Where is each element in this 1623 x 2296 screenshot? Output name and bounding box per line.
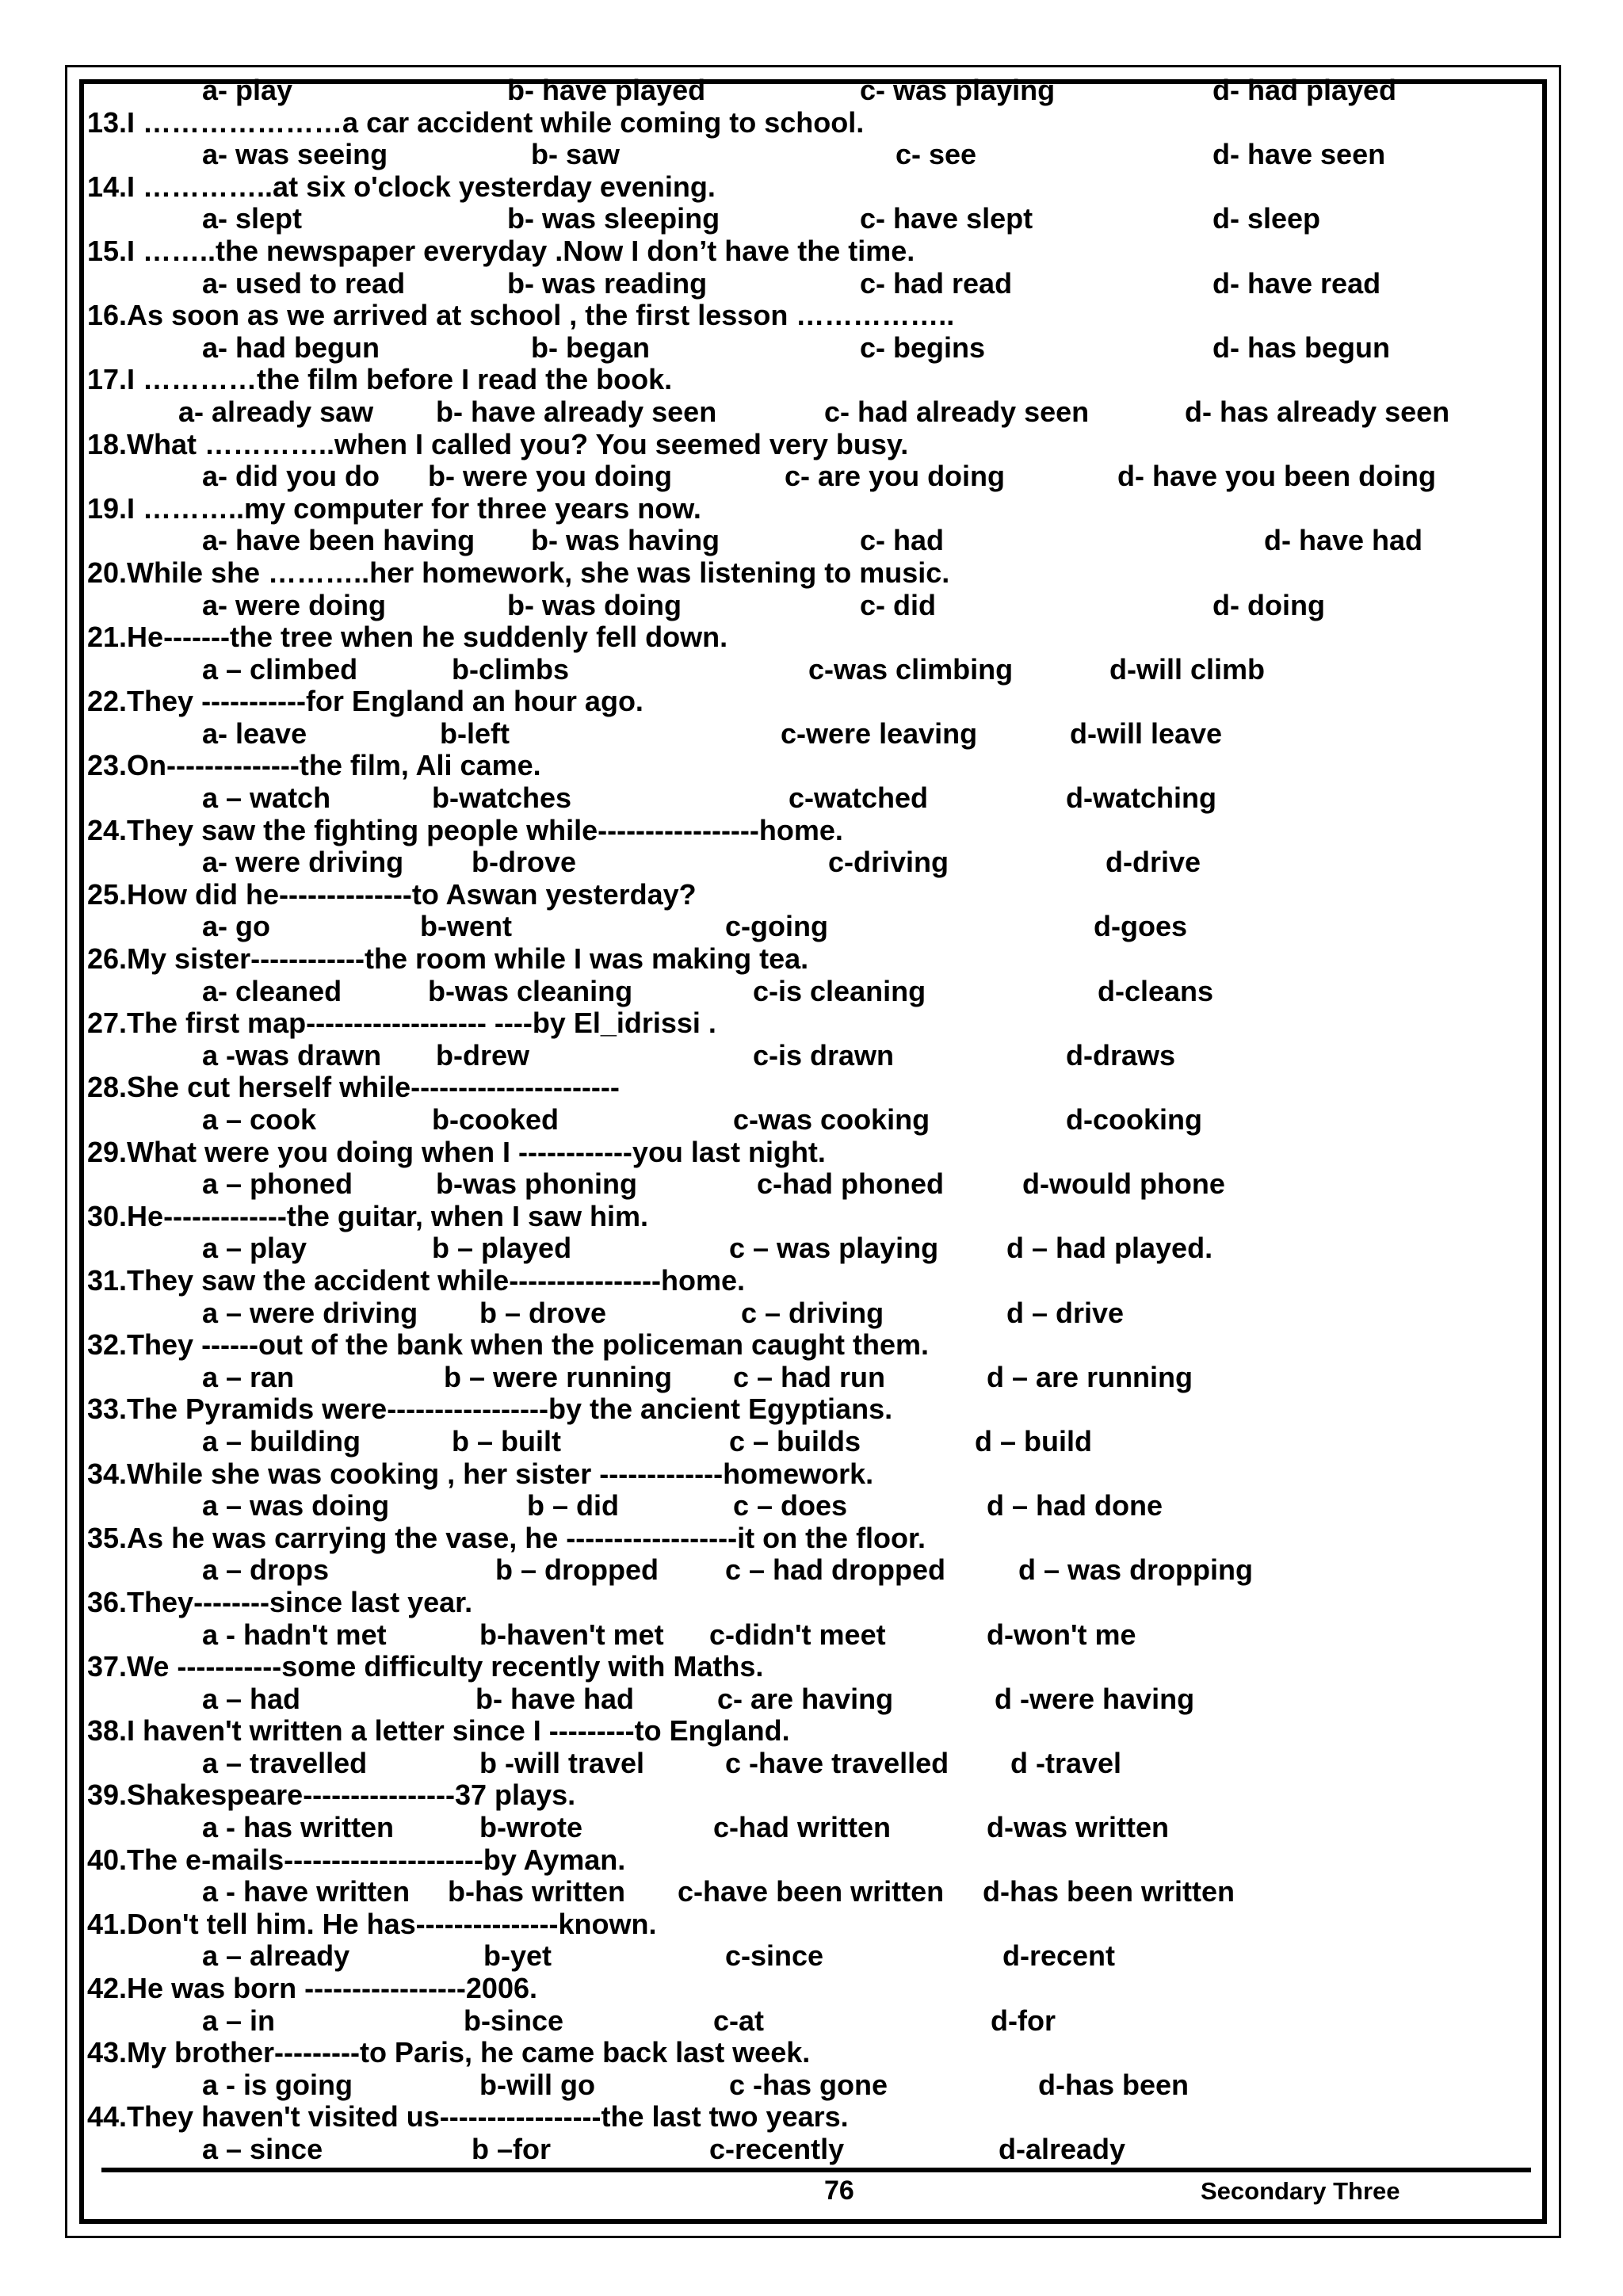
- answer-option: c-is drawn: [753, 1038, 895, 1072]
- answer-option: d-already: [999, 2133, 1126, 2165]
- answer-options: [87, 1490, 1537, 1522]
- answer-option: b-yet: [483, 1939, 552, 1973]
- answer-options: [87, 976, 1537, 1008]
- answer-option: a- used to read: [202, 266, 406, 300]
- answer-options: [87, 782, 1537, 815]
- answer-options: [87, 2005, 1537, 2038]
- answer-option: d-watching: [1066, 781, 1216, 815]
- answer-options: [87, 1812, 1537, 1844]
- answer-option: c-were leaving: [781, 716, 978, 750]
- question-text: 43.My brother---------to Paris, he came back last week.: [87, 2036, 811, 2069]
- answer-option: d-has been: [1038, 2068, 1190, 2101]
- answer-options: [87, 1748, 1537, 1780]
- question-text: 23.On--------------the film, Ali came.: [87, 749, 541, 782]
- answer-option: a -was drawn: [202, 1038, 382, 1072]
- answer-option: d- have read: [1212, 266, 1381, 300]
- answer-option: a – building: [202, 1424, 361, 1457]
- answer-option: a- slept: [202, 202, 303, 235]
- answer-option: a – since: [202, 2133, 323, 2165]
- answer-options: [87, 1554, 1537, 1587]
- answer-option: d- sleep: [1212, 202, 1321, 235]
- answer-option: c-is cleaning: [753, 974, 926, 1007]
- answer-option: a- play: [202, 74, 293, 106]
- answer-option: b- was doing: [507, 588, 682, 621]
- answer-option: d- have had: [1264, 524, 1423, 557]
- answer-option: d-draws: [1066, 1038, 1176, 1072]
- answer-option: c – driving: [741, 1296, 884, 1329]
- answer-option: c – does: [733, 1489, 848, 1522]
- answer-option: a – was doing: [202, 1489, 390, 1522]
- question-text: 32.They ------out of the bank when the policeman caught them.: [87, 1328, 930, 1362]
- answer-option: b-haven't met: [479, 1618, 664, 1651]
- answer-option: d-has been written: [983, 1875, 1235, 1908]
- answer-options: [87, 1104, 1537, 1137]
- answer-option: c- was playing: [860, 74, 1056, 106]
- answer-option: c-going: [725, 910, 828, 943]
- answer-option: c- are having: [717, 1682, 894, 1715]
- answer-option: d- have you been doing: [1117, 460, 1437, 493]
- question-text: 20.While she ………..her homework, she was listening to music.: [87, 556, 950, 589]
- question-text: 40.The e-mails---------------------by Ayman.: [87, 1843, 626, 1876]
- answer-option: c-was cooking: [733, 1103, 930, 1136]
- answer-option: b – built: [452, 1424, 561, 1457]
- answer-option: d-won't me: [987, 1618, 1136, 1651]
- answer-option: a – cook: [202, 1103, 317, 1136]
- answer-option: a – in: [202, 2004, 276, 2037]
- question-text: 31.They saw the accident while----------------home.: [87, 1263, 746, 1297]
- answer-option: c – had run: [733, 1360, 886, 1393]
- answer-option: b-will go: [479, 2068, 595, 2101]
- answer-options: [87, 1297, 1537, 1330]
- answer-option: a- leave: [202, 716, 307, 750]
- answer-options: [87, 1683, 1537, 1716]
- answer-options: [87, 1619, 1537, 1652]
- question-text: 13.I …………………a car accident while coming to school.: [87, 105, 865, 139]
- answer-option: b- was having: [531, 524, 720, 557]
- answer-options: [87, 1426, 1537, 1458]
- answer-options: [87, 2134, 1537, 2166]
- answer-option: d- has begun: [1212, 330, 1390, 364]
- answer-options: [87, 525, 1537, 557]
- answer-option: a- already saw: [178, 395, 374, 428]
- answer-option: b-wrote: [479, 1811, 582, 1844]
- answer-options: [87, 1362, 1537, 1394]
- question-text: 33.The Pyramids were-----------------by the ancient Egyptians.: [87, 1392, 893, 1426]
- answer-option: a- was seeing: [202, 138, 388, 171]
- answer-option: b-drove: [472, 846, 577, 879]
- question-text: 18.What …………..when I called you? You seemed very busy.: [87, 427, 909, 460]
- answer-option: d-will climb: [1109, 652, 1266, 686]
- answer-option: b- were you doing: [428, 460, 673, 493]
- answer-option: b-cooked: [432, 1103, 559, 1136]
- question-text: 30.He-------------the guitar, when I saw him.: [87, 1199, 648, 1232]
- question-text: 42.He was born -----------------2006.: [87, 1972, 537, 2005]
- answer-option: d-goes: [1094, 910, 1188, 943]
- answer-option: b-has written: [448, 1875, 626, 1908]
- answer-option: c- are you doing: [785, 460, 1006, 493]
- question-text: 15.I ……..the newspaper everyday .Now I don’t have the time.: [87, 234, 915, 267]
- answer-option: d- doing: [1212, 588, 1325, 621]
- answer-option: c -has gone: [729, 2068, 888, 2101]
- answer-option: b-drew: [436, 1038, 530, 1072]
- answer-option: a - have written: [202, 1875, 411, 1908]
- answer-option: d-drive: [1106, 846, 1201, 879]
- question-text: 14.I …………..at six o'clock yesterday evening.: [87, 170, 716, 203]
- answer-option: a – climbed: [202, 652, 358, 686]
- answer-option: c -have travelled: [725, 1746, 949, 1779]
- answer-option: d- has already seen: [1185, 395, 1450, 428]
- question-text: 16.As soon as we arrived at school , the first lesson ……………..: [87, 299, 955, 332]
- answer-option: b – dropped: [495, 1553, 659, 1587]
- grade-label: Secondary Three: [1201, 2177, 1400, 2205]
- answer-option: b- have already seen: [436, 395, 717, 428]
- answer-option: c-had written: [713, 1811, 892, 1844]
- question-text: 36.They--------since last year.: [87, 1585, 473, 1618]
- answer-option: d- had played: [1212, 74, 1397, 106]
- answer-option: c-didn't meet: [709, 1618, 886, 1651]
- answer-option: b –for: [472, 2133, 552, 2165]
- answer-option: c-at: [713, 2004, 765, 2037]
- answer-option: b – drove: [479, 1296, 607, 1329]
- answer-option: a- had begun: [202, 330, 380, 364]
- answer-options: [87, 396, 1537, 429]
- exercise-list: [87, 74, 1537, 2166]
- answer-option: b-since: [464, 2004, 564, 2037]
- question-text: 37.We -----------some difficulty recently with Maths.: [87, 1650, 764, 1683]
- question-text: 24.They saw the fighting people while-----------------home.: [87, 813, 843, 846]
- answer-option: b-was cleaning: [428, 974, 633, 1007]
- answer-option: a – drops: [202, 1553, 330, 1587]
- answer-options: [87, 654, 1537, 686]
- answer-option: b- have had: [475, 1682, 635, 1715]
- answer-option: c-recently: [709, 2133, 845, 2165]
- answer-option: a – travelled: [202, 1746, 368, 1779]
- answer-option: a- go: [202, 910, 270, 943]
- answer-option: c-watched: [789, 781, 929, 815]
- question-text: 39.Shakespeare----------------37 plays.: [87, 1778, 576, 1812]
- answer-options: [87, 846, 1537, 879]
- answer-option: b -will travel: [479, 1746, 645, 1779]
- answer-option: c- see: [896, 138, 977, 171]
- answer-option: a - has written: [202, 1811, 395, 1844]
- answer-option: c-since: [725, 1939, 824, 1973]
- answer-option: d-cooking: [1066, 1103, 1202, 1136]
- answer-option: d – build: [975, 1424, 1092, 1457]
- answer-option: d-will leave: [1070, 716, 1223, 750]
- question-text: 19.I ………..my computer for three years now.: [87, 491, 701, 525]
- answer-option: a – phoned: [202, 1167, 353, 1201]
- answer-option: a – had: [202, 1682, 301, 1715]
- question-text: 44.They haven't visited us-----------------the last two years.: [87, 2100, 849, 2134]
- answer-option: a – ran: [202, 1360, 295, 1393]
- answer-option: a – already: [202, 1939, 350, 1973]
- answer-option: b-went: [420, 910, 512, 943]
- footer-divider: [101, 2168, 1531, 2172]
- answer-options: [87, 1876, 1537, 1908]
- answer-option: d – was dropping: [1018, 1553, 1254, 1587]
- answer-option: a - is going: [202, 2068, 353, 2101]
- answer-options: [87, 1168, 1537, 1201]
- question-text: 27.The first map------------------- ----by El_idrissi .: [87, 1007, 716, 1040]
- answer-options: [87, 74, 1537, 107]
- answer-option: b-was phoning: [436, 1167, 637, 1201]
- question-text: 25.How did he--------------to Aswan yesterday?: [87, 877, 697, 911]
- answer-option: a – watch: [202, 781, 331, 815]
- answer-options: [87, 1040, 1537, 1072]
- answer-options: [87, 2069, 1537, 2102]
- answer-options: [87, 718, 1537, 751]
- answer-option: c – was playing: [729, 1232, 939, 1265]
- answer-option: a – play: [202, 1232, 307, 1265]
- answer-option: a – were driving: [202, 1296, 418, 1329]
- answer-option: b- have played: [507, 74, 706, 106]
- question-text: 22.They -----------for England an hour ago.: [87, 685, 643, 718]
- answer-options: [87, 911, 1537, 943]
- answer-option: d – drive: [1006, 1296, 1125, 1329]
- answer-option: d -travel: [1010, 1746, 1122, 1779]
- answer-option: a- have been having: [202, 524, 475, 557]
- answer-option: c- had read: [860, 266, 1013, 300]
- answer-option: a- cleaned: [202, 974, 342, 1007]
- answer-option: d-was written: [987, 1811, 1170, 1844]
- question-text: 34.While she was cooking , her sister -------------homework.: [87, 1457, 874, 1490]
- answer-option: a- did you do: [202, 460, 380, 493]
- question-text: 41.Don't tell him. He has---------------known.: [87, 1907, 657, 1940]
- answer-option: d – had done: [987, 1489, 1163, 1522]
- answer-option: c-driving: [828, 846, 949, 879]
- page-number: 76: [824, 2176, 854, 2206]
- answer-options: [87, 460, 1537, 493]
- answer-option: a - hadn't met: [202, 1618, 387, 1651]
- answer-option: d-for: [991, 2004, 1056, 2037]
- answer-option: c- did: [860, 588, 936, 621]
- answer-option: d – had played.: [1006, 1232, 1213, 1265]
- answer-option: d-recent: [1002, 1939, 1116, 1973]
- answer-options: [87, 268, 1537, 300]
- answer-option: d- have seen: [1212, 138, 1386, 171]
- answer-options: [87, 332, 1537, 365]
- answer-option: c-was climbing: [808, 652, 1014, 686]
- answer-options: [87, 139, 1537, 171]
- answer-option: b – did: [527, 1489, 619, 1522]
- answer-option: b- was reading: [507, 266, 708, 300]
- answer-option: b- saw: [531, 138, 621, 171]
- answer-option: b-watches: [432, 781, 572, 815]
- answer-option: b-left: [440, 716, 510, 750]
- answer-option: b- was sleeping: [507, 202, 720, 235]
- answer-options: [87, 1940, 1537, 1973]
- answer-option: d-cleans: [1098, 974, 1214, 1007]
- answer-option: a- were driving: [202, 846, 404, 879]
- answer-options: [87, 1232, 1537, 1265]
- answer-option: a- were doing: [202, 588, 387, 621]
- answer-option: c-had phoned: [757, 1167, 944, 1201]
- answer-option: c – builds: [729, 1424, 861, 1457]
- question-text: 29.What were you doing when I ------------you last night.: [87, 1135, 826, 1168]
- question-text: 38.I haven't written a letter since I ---------to England.: [87, 1714, 790, 1748]
- question-text: 28.She cut herself while----------------------: [87, 1071, 620, 1104]
- answer-option: c- had already seen: [824, 395, 1090, 428]
- answer-option: b – played: [432, 1232, 572, 1265]
- answer-option: b-climbs: [452, 652, 570, 686]
- answer-option: d – are running: [987, 1360, 1193, 1393]
- question-text: 21.He-------the tree when he suddenly fell down.: [87, 621, 728, 654]
- answer-option: c- had: [860, 524, 945, 557]
- answer-option: c-have been written: [678, 1875, 945, 1908]
- question-text: 35.As he was carrying the vase, he ------------------it on the floor.: [87, 1521, 926, 1554]
- answer-option: c- begins: [860, 330, 986, 364]
- answer-option: c- have slept: [860, 202, 1033, 235]
- answer-option: c – had dropped: [725, 1553, 946, 1587]
- answer-options: [87, 203, 1537, 235]
- answer-option: b- began: [531, 330, 650, 364]
- answer-options: [87, 590, 1537, 622]
- answer-option: b – were running: [444, 1360, 673, 1393]
- answer-option: d-would phone: [1022, 1167, 1225, 1201]
- answer-option: d -were having: [995, 1682, 1195, 1715]
- question-text: 17.I …………the film before I read the book.: [87, 363, 673, 396]
- question-text: 26.My sister------------the room while I was making tea.: [87, 942, 809, 976]
